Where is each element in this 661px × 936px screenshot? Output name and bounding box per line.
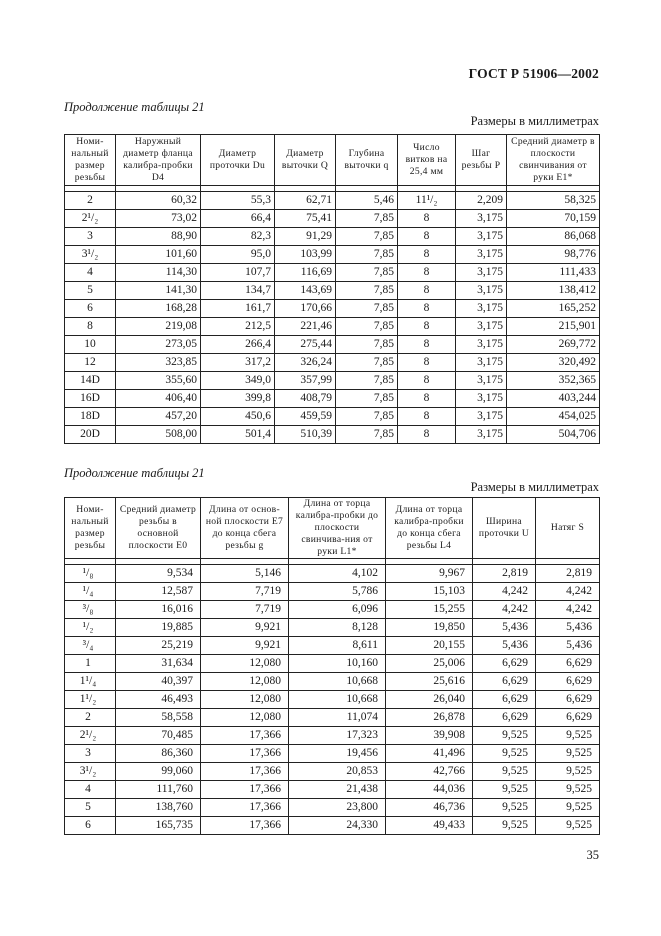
- value-cell: 58,325: [507, 192, 600, 210]
- value-cell: 7,85: [336, 318, 398, 336]
- value-cell: 323,85: [116, 354, 201, 372]
- value-cell: 9,525: [536, 781, 600, 799]
- value-cell: 114,30: [116, 264, 201, 282]
- value-cell: 8: [398, 246, 456, 264]
- value-cell: 7,85: [336, 300, 398, 318]
- value-cell: 9,525: [473, 781, 536, 799]
- value-cell: 17,366: [201, 745, 289, 763]
- nominal-size-cell: 8: [65, 318, 116, 336]
- value-cell: 266,4: [201, 336, 275, 354]
- value-cell: 7,85: [336, 246, 398, 264]
- value-cell: 20,155: [386, 637, 473, 655]
- value-cell: 9,525: [536, 727, 600, 745]
- value-cell: 9,525: [536, 763, 600, 781]
- value-cell: 3,175: [456, 228, 507, 246]
- value-cell: 9,921: [201, 637, 289, 655]
- value-cell: 111,433: [507, 264, 600, 282]
- value-cell: 99,060: [116, 763, 201, 781]
- thread-dimensions-table-1: [64, 134, 600, 444]
- value-cell: 510,39: [275, 426, 336, 444]
- value-cell: 66,4: [201, 210, 275, 228]
- table-row: [65, 426, 600, 444]
- column-header: Номи-нальный размер резьбы: [65, 135, 116, 186]
- value-cell: 58,558: [116, 709, 201, 727]
- column-header: Ширина проточки U: [473, 498, 536, 559]
- value-cell: 25,219: [116, 637, 201, 655]
- nominal-size-cell: 1¹/₂: [65, 691, 116, 709]
- value-cell: 357,99: [275, 372, 336, 390]
- table-row: [65, 781, 600, 799]
- value-cell: 95,0: [201, 246, 275, 264]
- value-cell: 41,496: [386, 745, 473, 763]
- value-cell: 8: [398, 264, 456, 282]
- table-row: [65, 282, 600, 300]
- value-cell: 4,102: [289, 565, 386, 583]
- value-cell: 2,819: [473, 565, 536, 583]
- value-cell: 12,080: [201, 709, 289, 727]
- value-cell: 408,79: [275, 390, 336, 408]
- value-cell: 5,146: [201, 565, 289, 583]
- column-header: Длина от основ-ной плоскости E7 до конца сбега резьбы g: [201, 498, 289, 559]
- nominal-size-cell: 2: [65, 192, 116, 210]
- value-cell: 62,71: [275, 192, 336, 210]
- value-cell: 138,412: [507, 282, 600, 300]
- value-cell: 86,068: [507, 228, 600, 246]
- value-cell: 7,85: [336, 408, 398, 426]
- value-cell: 19,850: [386, 619, 473, 637]
- value-cell: 11¹/₂: [398, 192, 456, 210]
- nominal-size-cell: 2¹/₂: [65, 727, 116, 745]
- value-cell: 6,629: [536, 655, 600, 673]
- value-cell: 70,159: [507, 210, 600, 228]
- table-row: [65, 763, 600, 781]
- table-row: [65, 745, 600, 763]
- nominal-size-cell: 3¹/₂: [65, 246, 116, 264]
- value-cell: 5,436: [473, 619, 536, 637]
- value-cell: 70,485: [116, 727, 201, 745]
- value-cell: 457,20: [116, 408, 201, 426]
- value-cell: 88,90: [116, 228, 201, 246]
- value-cell: 107,7: [201, 264, 275, 282]
- value-cell: 508,00: [116, 426, 201, 444]
- value-cell: 221,46: [275, 318, 336, 336]
- value-cell: 17,366: [201, 781, 289, 799]
- value-cell: 3,175: [456, 336, 507, 354]
- nominal-size-cell: 3: [65, 228, 116, 246]
- value-cell: 6,629: [536, 691, 600, 709]
- value-cell: 21,438: [289, 781, 386, 799]
- table-row: [65, 390, 600, 408]
- value-cell: 3,175: [456, 390, 507, 408]
- value-cell: 9,534: [116, 565, 201, 583]
- nominal-size-cell: 20D: [65, 426, 116, 444]
- value-cell: 6,629: [473, 655, 536, 673]
- value-cell: 212,5: [201, 318, 275, 336]
- table-row: [65, 727, 600, 745]
- column-header: Длина от торца калибра-пробки до конца сбега резьбы L4: [386, 498, 473, 559]
- table-row: [65, 673, 600, 691]
- column-header: Длина от торца калибра-пробки до плоскости свинчива-ния от руки L1*: [289, 498, 386, 559]
- value-cell: 55,3: [201, 192, 275, 210]
- value-cell: 6,629: [473, 709, 536, 727]
- value-cell: 7,85: [336, 336, 398, 354]
- table2-units: Размеры в миллиметрах: [470, 480, 599, 494]
- value-cell: 19,885: [116, 619, 201, 637]
- value-cell: 8: [398, 354, 456, 372]
- value-cell: 269,772: [507, 336, 600, 354]
- nominal-size-cell: 14D: [65, 372, 116, 390]
- table-row: [65, 372, 600, 390]
- table2-caption: Продолжение таблицы 21: [64, 466, 205, 480]
- value-cell: 111,760: [116, 781, 201, 799]
- value-cell: 399,8: [201, 390, 275, 408]
- value-cell: 355,60: [116, 372, 201, 390]
- value-cell: 17,323: [289, 727, 386, 745]
- nominal-size-cell: 2¹/₂: [65, 210, 116, 228]
- value-cell: 12,080: [201, 673, 289, 691]
- value-cell: 17,366: [201, 727, 289, 745]
- column-header: Натяг S: [536, 498, 600, 559]
- value-cell: 275,44: [275, 336, 336, 354]
- nominal-size-cell: 4: [65, 264, 116, 282]
- value-cell: 406,40: [116, 390, 201, 408]
- value-cell: 326,24: [275, 354, 336, 372]
- value-cell: 12,587: [116, 583, 201, 601]
- column-header: Шаг резьбы P: [456, 135, 507, 186]
- value-cell: 8: [398, 390, 456, 408]
- value-cell: 8,128: [289, 619, 386, 637]
- value-cell: 4,242: [473, 601, 536, 619]
- value-cell: 17,366: [201, 763, 289, 781]
- table-row: [65, 655, 600, 673]
- value-cell: 3,175: [456, 300, 507, 318]
- page-number: 35: [586, 848, 599, 862]
- value-cell: 403,244: [507, 390, 600, 408]
- value-cell: 23,800: [289, 799, 386, 817]
- value-cell: 44,036: [386, 781, 473, 799]
- table1-units: Размеры в миллиметрах: [470, 114, 599, 128]
- value-cell: 349,0: [201, 372, 275, 390]
- table-row: [65, 246, 600, 264]
- value-cell: 8: [398, 336, 456, 354]
- value-cell: 16,016: [116, 601, 201, 619]
- column-header: Средний диаметр в плоскости свинчивания от руки E1*: [507, 135, 600, 186]
- value-cell: 2,209: [456, 192, 507, 210]
- value-cell: 5,786: [289, 583, 386, 601]
- value-cell: 7,85: [336, 426, 398, 444]
- value-cell: 46,493: [116, 691, 201, 709]
- nominal-size-cell: 1: [65, 655, 116, 673]
- table-row: [65, 601, 600, 619]
- value-cell: 4,242: [536, 583, 600, 601]
- value-cell: 143,69: [275, 282, 336, 300]
- value-cell: 60,32: [116, 192, 201, 210]
- table-row: [65, 336, 600, 354]
- value-cell: 26,040: [386, 691, 473, 709]
- value-cell: 141,30: [116, 282, 201, 300]
- nominal-size-cell: 10: [65, 336, 116, 354]
- nominal-size-cell: 6: [65, 300, 116, 318]
- value-cell: 138,760: [116, 799, 201, 817]
- value-cell: 8,611: [289, 637, 386, 655]
- value-cell: 8: [398, 282, 456, 300]
- value-cell: 454,025: [507, 408, 600, 426]
- table-row: [65, 691, 600, 709]
- value-cell: 25,616: [386, 673, 473, 691]
- value-cell: 9,525: [473, 763, 536, 781]
- table-row: [65, 583, 600, 601]
- value-cell: 215,901: [507, 318, 600, 336]
- column-header: Средний диаметр резьбы в основной плоскости E0: [116, 498, 201, 559]
- table-row: [65, 210, 600, 228]
- value-cell: 7,85: [336, 264, 398, 282]
- value-cell: 459,59: [275, 408, 336, 426]
- value-cell: 8: [398, 372, 456, 390]
- value-cell: 352,365: [507, 372, 600, 390]
- value-cell: 15,255: [386, 601, 473, 619]
- nominal-size-cell: ³/₄: [65, 637, 116, 655]
- value-cell: 9,525: [536, 745, 600, 763]
- value-cell: 9,921: [201, 619, 289, 637]
- nominal-size-cell: 12: [65, 354, 116, 372]
- value-cell: 3,175: [456, 210, 507, 228]
- table-row: [65, 799, 600, 817]
- nominal-size-cell: 5: [65, 282, 116, 300]
- value-cell: 82,3: [201, 228, 275, 246]
- value-cell: 19,456: [289, 745, 386, 763]
- value-cell: 7,85: [336, 354, 398, 372]
- value-cell: 504,706: [507, 426, 600, 444]
- value-cell: 6,629: [536, 709, 600, 727]
- column-header: Диаметр проточки Du: [201, 135, 275, 186]
- nominal-size-cell: 1¹/₄: [65, 673, 116, 691]
- table-row: [65, 318, 600, 336]
- value-cell: 42,766: [386, 763, 473, 781]
- value-cell: 6,629: [473, 673, 536, 691]
- column-header: Наружный диаметр фланца калибра-пробки D4: [116, 135, 201, 186]
- value-cell: 8: [398, 318, 456, 336]
- value-cell: 5,436: [536, 619, 600, 637]
- value-cell: 40,397: [116, 673, 201, 691]
- table1-caption: Продолжение таблицы 21: [64, 100, 205, 114]
- nominal-size-cell: ³/₈: [65, 601, 116, 619]
- nominal-size-cell: ¹/₈: [65, 565, 116, 583]
- value-cell: 17,366: [201, 817, 289, 835]
- value-cell: 3,175: [456, 264, 507, 282]
- value-cell: 10,668: [289, 691, 386, 709]
- value-cell: 7,85: [336, 210, 398, 228]
- value-cell: 8: [398, 300, 456, 318]
- value-cell: 3,175: [456, 372, 507, 390]
- value-cell: 168,28: [116, 300, 201, 318]
- value-cell: 7,719: [201, 601, 289, 619]
- table-row: [65, 408, 600, 426]
- nominal-size-cell: 5: [65, 799, 116, 817]
- value-cell: 6,629: [473, 691, 536, 709]
- nominal-size-cell: 4: [65, 781, 116, 799]
- value-cell: 317,2: [201, 354, 275, 372]
- value-cell: 8: [398, 228, 456, 246]
- column-header: Диаметр выточки Q: [275, 135, 336, 186]
- value-cell: 3,175: [456, 354, 507, 372]
- table-row: [65, 228, 600, 246]
- value-cell: 170,66: [275, 300, 336, 318]
- value-cell: 3,175: [456, 426, 507, 444]
- value-cell: 9,525: [473, 745, 536, 763]
- value-cell: 39,908: [386, 727, 473, 745]
- value-cell: 11,074: [289, 709, 386, 727]
- value-cell: 10,160: [289, 655, 386, 673]
- value-cell: 9,525: [473, 799, 536, 817]
- value-cell: 6,629: [536, 673, 600, 691]
- nominal-size-cell: 3: [65, 745, 116, 763]
- value-cell: 161,7: [201, 300, 275, 318]
- nominal-size-cell: ¹/₄: [65, 583, 116, 601]
- value-cell: 91,29: [275, 228, 336, 246]
- value-cell: 5,436: [536, 637, 600, 655]
- column-header: Глубина выточки q: [336, 135, 398, 186]
- value-cell: 25,006: [386, 655, 473, 673]
- value-cell: 501,4: [201, 426, 275, 444]
- value-cell: 31,634: [116, 655, 201, 673]
- table-row: [65, 619, 600, 637]
- value-cell: 8: [398, 426, 456, 444]
- table-row: [65, 300, 600, 318]
- table-row: [65, 637, 600, 655]
- value-cell: 7,85: [336, 372, 398, 390]
- value-cell: 273,05: [116, 336, 201, 354]
- value-cell: 49,433: [386, 817, 473, 835]
- value-cell: 4,242: [536, 601, 600, 619]
- value-cell: 101,60: [116, 246, 201, 264]
- value-cell: 165,735: [116, 817, 201, 835]
- value-cell: 116,69: [275, 264, 336, 282]
- value-cell: 165,252: [507, 300, 600, 318]
- value-cell: 7,85: [336, 282, 398, 300]
- value-cell: 20,853: [289, 763, 386, 781]
- table-row: [65, 817, 600, 835]
- value-cell: 98,776: [507, 246, 600, 264]
- value-cell: 12,080: [201, 691, 289, 709]
- value-cell: 9,525: [536, 799, 600, 817]
- table-row: [65, 354, 600, 372]
- value-cell: 7,85: [336, 390, 398, 408]
- value-cell: 5,46: [336, 192, 398, 210]
- value-cell: 3,175: [456, 246, 507, 264]
- value-cell: 12,080: [201, 655, 289, 673]
- column-header: Число витков на 25,4 мм: [398, 135, 456, 186]
- value-cell: 450,6: [201, 408, 275, 426]
- table-row: [65, 565, 600, 583]
- value-cell: 15,103: [386, 583, 473, 601]
- value-cell: 46,736: [386, 799, 473, 817]
- table-row: [65, 192, 600, 210]
- value-cell: 3,175: [456, 408, 507, 426]
- value-cell: 73,02: [116, 210, 201, 228]
- value-cell: 103,99: [275, 246, 336, 264]
- column-header: Номи-нальный размер резьбы: [65, 498, 116, 559]
- value-cell: 9,525: [473, 727, 536, 745]
- nominal-size-cell: ¹/₂: [65, 619, 116, 637]
- nominal-size-cell: 3¹/₂: [65, 763, 116, 781]
- value-cell: 6,096: [289, 601, 386, 619]
- value-cell: 26,878: [386, 709, 473, 727]
- value-cell: 7,85: [336, 228, 398, 246]
- nominal-size-cell: 6: [65, 817, 116, 835]
- value-cell: 5,436: [473, 637, 536, 655]
- table-row: [65, 709, 600, 727]
- document-code: ГОСТ Р 51906—2002: [468, 66, 599, 81]
- value-cell: 86,360: [116, 745, 201, 763]
- value-cell: 9,967: [386, 565, 473, 583]
- value-cell: 3,175: [456, 282, 507, 300]
- nominal-size-cell: 2: [65, 709, 116, 727]
- value-cell: 8: [398, 210, 456, 228]
- value-cell: 24,330: [289, 817, 386, 835]
- value-cell: 219,08: [116, 318, 201, 336]
- nominal-size-cell: 18D: [65, 408, 116, 426]
- value-cell: 75,41: [275, 210, 336, 228]
- value-cell: 9,525: [473, 817, 536, 835]
- value-cell: 7,719: [201, 583, 289, 601]
- value-cell: 320,492: [507, 354, 600, 372]
- value-cell: 4,242: [473, 583, 536, 601]
- value-cell: 8: [398, 408, 456, 426]
- value-cell: 2,819: [536, 565, 600, 583]
- value-cell: 17,366: [201, 799, 289, 817]
- value-cell: 10,668: [289, 673, 386, 691]
- value-cell: 134,7: [201, 282, 275, 300]
- thread-dimensions-table-2: [64, 497, 600, 835]
- value-cell: 3,175: [456, 318, 507, 336]
- value-cell: 9,525: [536, 817, 600, 835]
- nominal-size-cell: 16D: [65, 390, 116, 408]
- table-row: [65, 264, 600, 282]
